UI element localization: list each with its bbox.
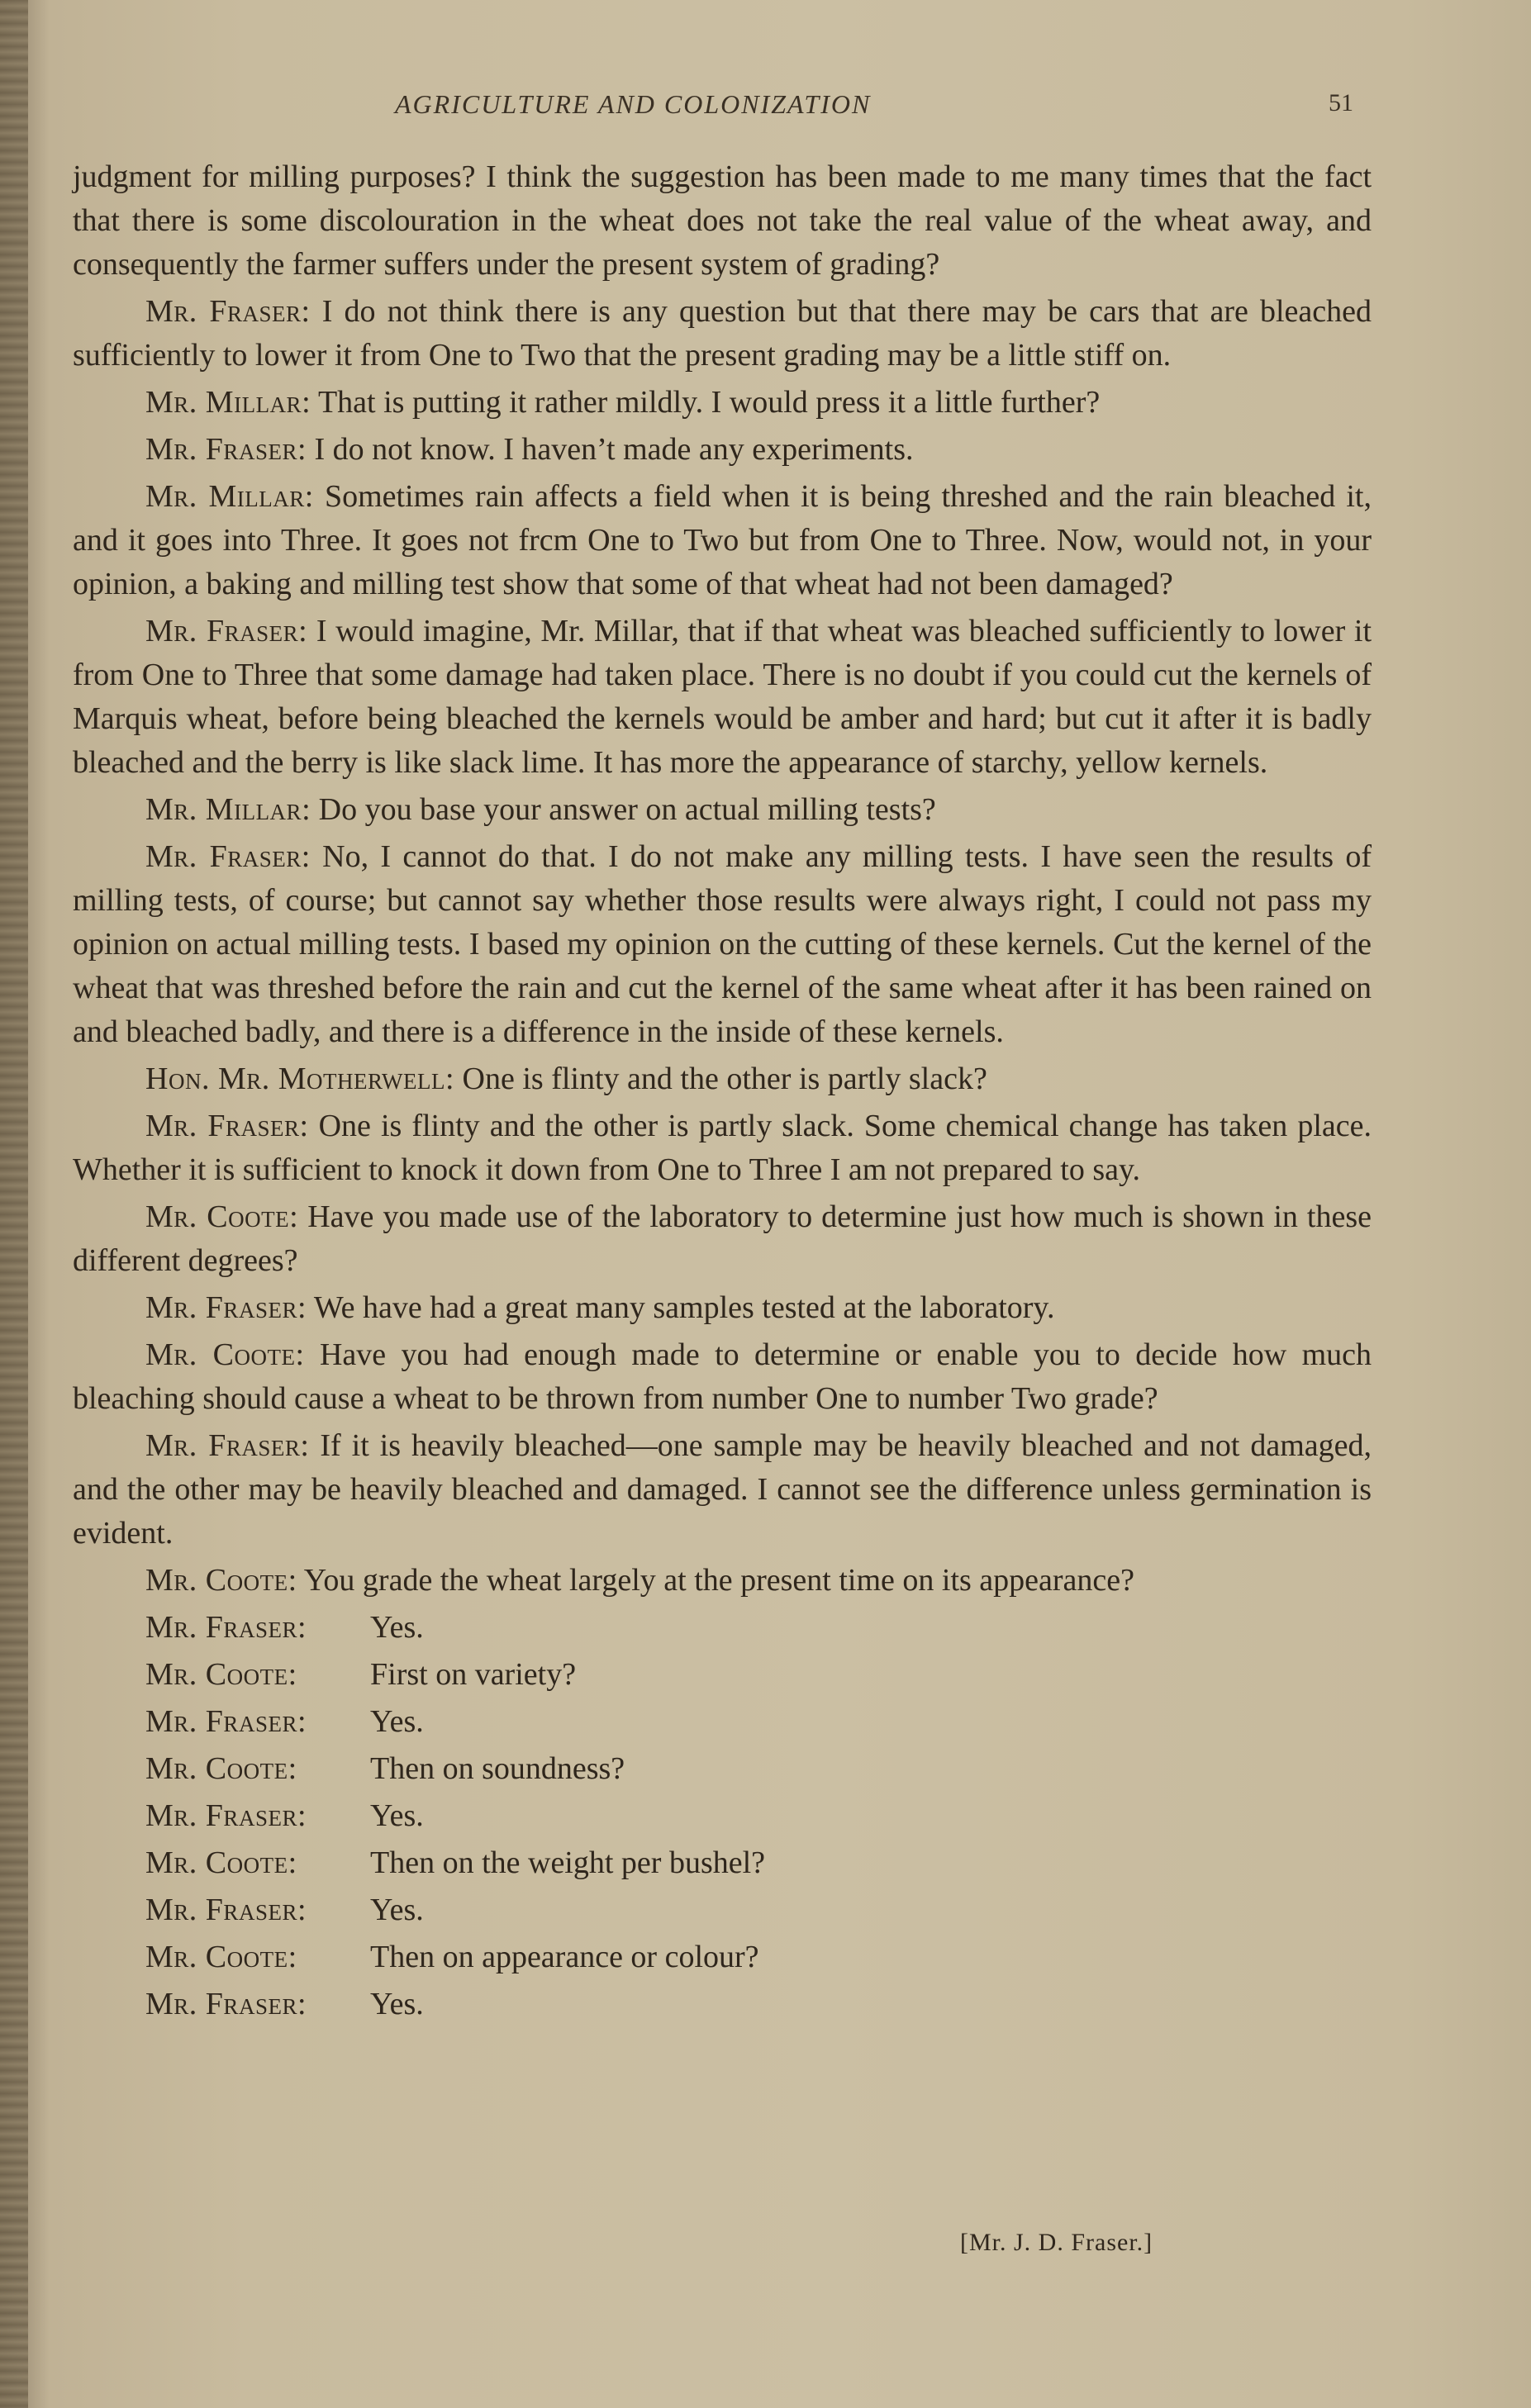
exchange-text: Then on the weight per bushel? <box>370 1845 766 1880</box>
paragraph-text: I do not know. I haven’t made any experiments. <box>314 432 914 467</box>
speaker-name: Mr. Millar: <box>145 479 314 514</box>
paragraph <box>73 788 1372 832</box>
page-binding-edge <box>0 0 28 2408</box>
paragraph <box>73 1057 1372 1101</box>
speaker-name: Mr. Millar: <box>145 385 311 420</box>
paragraph-text: No, I cannot do that. I do not make any milling tests. I have seen the results of milling tests, of course; but cannot say whether those results were always right, I could not pass my opinion on actual milling tests. I based my opinion on the cutting of these kernels. Cut the kernel of the wheat that was threshed before the rain and cut the kernel of the same wheat after it has been rained on and bleached badly, and there is a difference in the inside of these kernels. <box>73 839 1372 1049</box>
paragraph-continuation <box>73 155 1372 287</box>
speaker-name: Mr. Coote: <box>145 1657 297 1692</box>
paragraph <box>73 1195 1372 1283</box>
speaker-name: Hon. Mr. Motherwell: <box>145 1062 455 1096</box>
exchange-line <box>73 1983 1372 2026</box>
paragraph <box>73 1424 1372 1555</box>
speaker-name: Mr. Fraser: <box>145 1109 309 1143</box>
paragraph-text: judgment for milling purposes? I think the suggestion has been made to me many times that the fact that there is some discolouration in the wheat does not take the real value of the wheat away, and consequently the farmer suffers under the present system of grading? <box>73 159 1372 282</box>
exchange-text: Then on soundness? <box>370 1751 625 1786</box>
speaker-name: Mr. Fraser: <box>145 614 308 648</box>
speaker-name: Mr. Fraser: <box>145 294 311 329</box>
paragraph-text: One is flinty and the other is partly slack. Some chemical change has taken place. Whether it is sufficient to knock it down from One to Three I am not prepared to say. <box>73 1109 1372 1187</box>
speaker-name: Mr. Coote: <box>145 1199 299 1234</box>
speaker-name: Mr. Fraser: <box>145 1290 307 1325</box>
paragraph <box>73 1104 1372 1192</box>
paragraph <box>73 1333 1372 1421</box>
page-number: 51 <box>1329 89 1353 116</box>
paragraph-text: Do you base your answer on actual milling tests? <box>318 792 936 827</box>
speaker-name: Mr. Fraser: <box>145 1428 310 1463</box>
exchange-line <box>73 1653 1372 1697</box>
exchange-line <box>73 1700 1372 1744</box>
paragraph <box>73 290 1372 378</box>
exchange-text: Yes. <box>370 1704 424 1739</box>
paragraph <box>73 1286 1372 1330</box>
speaker-name: Mr. Coote: <box>145 1751 297 1786</box>
paragraph-text: I would imagine, Mr. Millar, that if that wheat was bleached sufficiently to lower it from One to Three that some damage had taken place. There is no doubt if you could cut the kernels of Marquis wheat, before being bleached the kernels would be amber and hard; but cut it after it is badly bleached and the berry is like slack lime. It has more the appearance of starchy, yellow kernels. <box>73 614 1372 780</box>
transcript-body <box>73 155 1372 2030</box>
exchange-line <box>73 1747 1372 1791</box>
witness-footnote: [Mr. J. D. Fraser.] <box>960 2229 1153 2256</box>
exchange-text: Yes. <box>370 1798 424 1833</box>
paragraph <box>73 428 1372 472</box>
exchange-line <box>73 1888 1372 1932</box>
paragraph-text: We have had a great many samples tested at the laboratory. <box>313 1290 1055 1325</box>
paragraph <box>73 1559 1372 1603</box>
exchange-text: First on variety? <box>370 1657 577 1692</box>
exchange-line <box>73 1794 1372 1838</box>
speaker-name: Mr. Fraser: <box>145 1987 307 2021</box>
exchange-text: Yes. <box>370 1610 424 1645</box>
exchange-line <box>73 1841 1372 1885</box>
paragraph <box>73 475 1372 606</box>
paragraph <box>73 381 1372 425</box>
speaker-name: Mr. Fraser: <box>145 432 307 467</box>
exchange-line <box>73 1606 1372 1650</box>
exchange-text: Yes. <box>370 1893 424 1927</box>
speaker-name: Mr. Coote: <box>145 1563 297 1598</box>
paragraph-text: If it is heavily bleached—one sample may be heavily bleached and not damaged, and the other may be heavily bleached and damaged. I cannot see the difference unless germination is evident. <box>73 1428 1372 1551</box>
speaker-name: Mr. Fraser: <box>145 1704 307 1739</box>
speaker-name: Mr. Millar: <box>145 792 311 827</box>
exchange-line <box>73 1935 1372 1979</box>
paragraph-text: You grade the wheat largely at the present time on its appearance? <box>303 1563 1135 1598</box>
speaker-name: Mr. Coote: <box>145 1845 297 1880</box>
paragraph <box>73 835 1372 1054</box>
running-head: AGRICULTURE AND COLONIZATION <box>395 89 872 119</box>
exchange-text: Yes. <box>370 1987 424 2021</box>
paragraph-text: That is putting it rather mildly. I would press it a little further? <box>317 385 1101 420</box>
speaker-name: Mr. Fraser: <box>145 1610 307 1645</box>
paragraph-text: Sometimes rain affects a field when it is being threshed and the rain bleached it, and it goes into Three. It goes not frcm One to Two but from One to Three. Now, would not, in your opinion, a baking and milling test show that some of that wheat had not been damaged? <box>73 479 1372 601</box>
speaker-name: Mr. Fraser: <box>145 1798 307 1833</box>
exchange-text: Then on appearance or colour? <box>370 1940 759 1974</box>
page-header <box>0 89 1531 131</box>
paragraph-text: Have you made use of the laboratory to determine just how much is shown in these different degrees? <box>73 1199 1372 1278</box>
speaker-name: Mr. Coote: <box>145 1337 305 1372</box>
speaker-name: Mr. Fraser: <box>145 1893 307 1927</box>
speaker-name: Mr. Coote: <box>145 1940 297 1974</box>
paragraph-text: One is flinty and the other is partly slack? <box>462 1062 987 1096</box>
paragraph-text: Have you had enough made to determine or enable you to decide how much bleaching should cause a wheat to be thrown from number One to number Two grade? <box>73 1337 1372 1416</box>
paragraph <box>73 610 1372 785</box>
paragraph-text: I do not think there is any question but that there may be cars that are bleached sufficiently to lower it from One to Two that the present grading may be a little stiff on. <box>73 294 1372 373</box>
speaker-name: Mr. Fraser: <box>145 839 311 874</box>
